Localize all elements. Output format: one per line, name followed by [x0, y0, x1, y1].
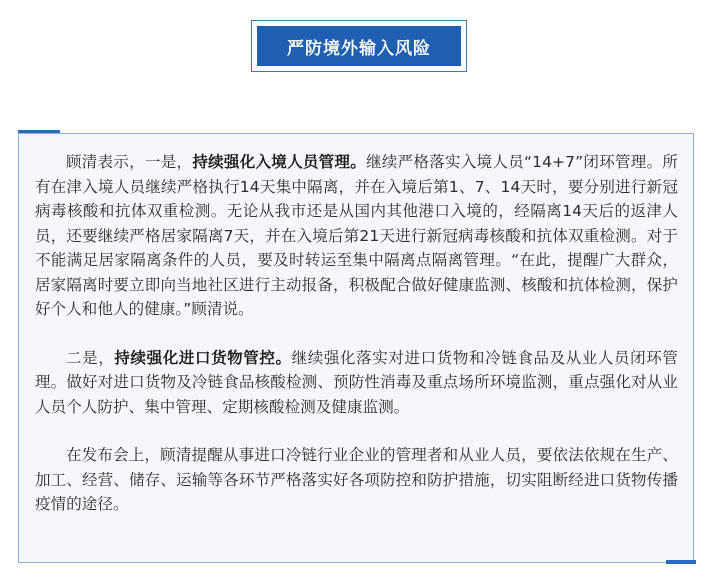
- paragraph-press-conference: [35, 443, 678, 517]
- title-box: [257, 26, 461, 66]
- paragraph-text: 继续严格落实入境人员“14+7”闭环管理。所有在津入境人员继续严格执行14天集中隔离，并在入境后第1、7、14天时，要分别进行新冠病毒核酸和抗体双重检测。无论从我市还是从国内其他港口入境的，经隔离14天后的返津人员，还要继续严格居家隔离7天，并在入境后第21天进行新冠病毒核酸和抗体双重检测。对于不能满足居家隔离条件的人员，要及时转运至集中隔离点隔离管理。“在此，提醒广大群众，居家隔离时要立即向当地社区进行主动报备，积极配合做好健康监测、核酸和抗体检测，保护好个人和他人的健康。”顾清说。: [35, 153, 678, 318]
- paragraph-lead: 持续强化入境人员管理。: [192, 153, 367, 171]
- paragraph-text: 继续强化落实对进口货物和冷链食品及从业人员闭环管理。做好对进口货物及冷链食品核酸检测、预防性消毒及重点场所环境监测，重点强化对从业人员个人防护、集中管理、定期核酸检测及健康监测。: [35, 348, 678, 416]
- paragraph-prefix: 二是，: [66, 348, 115, 367]
- content-panel: [18, 133, 694, 563]
- paragraph-lead: 持续强化进口货物管控。: [114, 348, 292, 367]
- paragraph-prefix: 顾清表示，一是，: [66, 153, 193, 171]
- paragraph-text: 在发布会上，顾清提醒从事进口冷链行业企业的管理者和从业人员，要依法依规在生产、加工、经营、储存、运输等各环节严格落实好各项防控和防护措施，切实阻断经进口货物传播疫情的途径。: [35, 446, 678, 513]
- paragraph-imported-goods: [35, 346, 678, 420]
- paragraph-inbound-personnel: [35, 150, 678, 322]
- panel-corner-accent-bottom: [666, 560, 696, 564]
- article-body: [35, 150, 678, 517]
- title-badge: [251, 20, 467, 72]
- page-title: 严防境外输入风险: [287, 38, 431, 59]
